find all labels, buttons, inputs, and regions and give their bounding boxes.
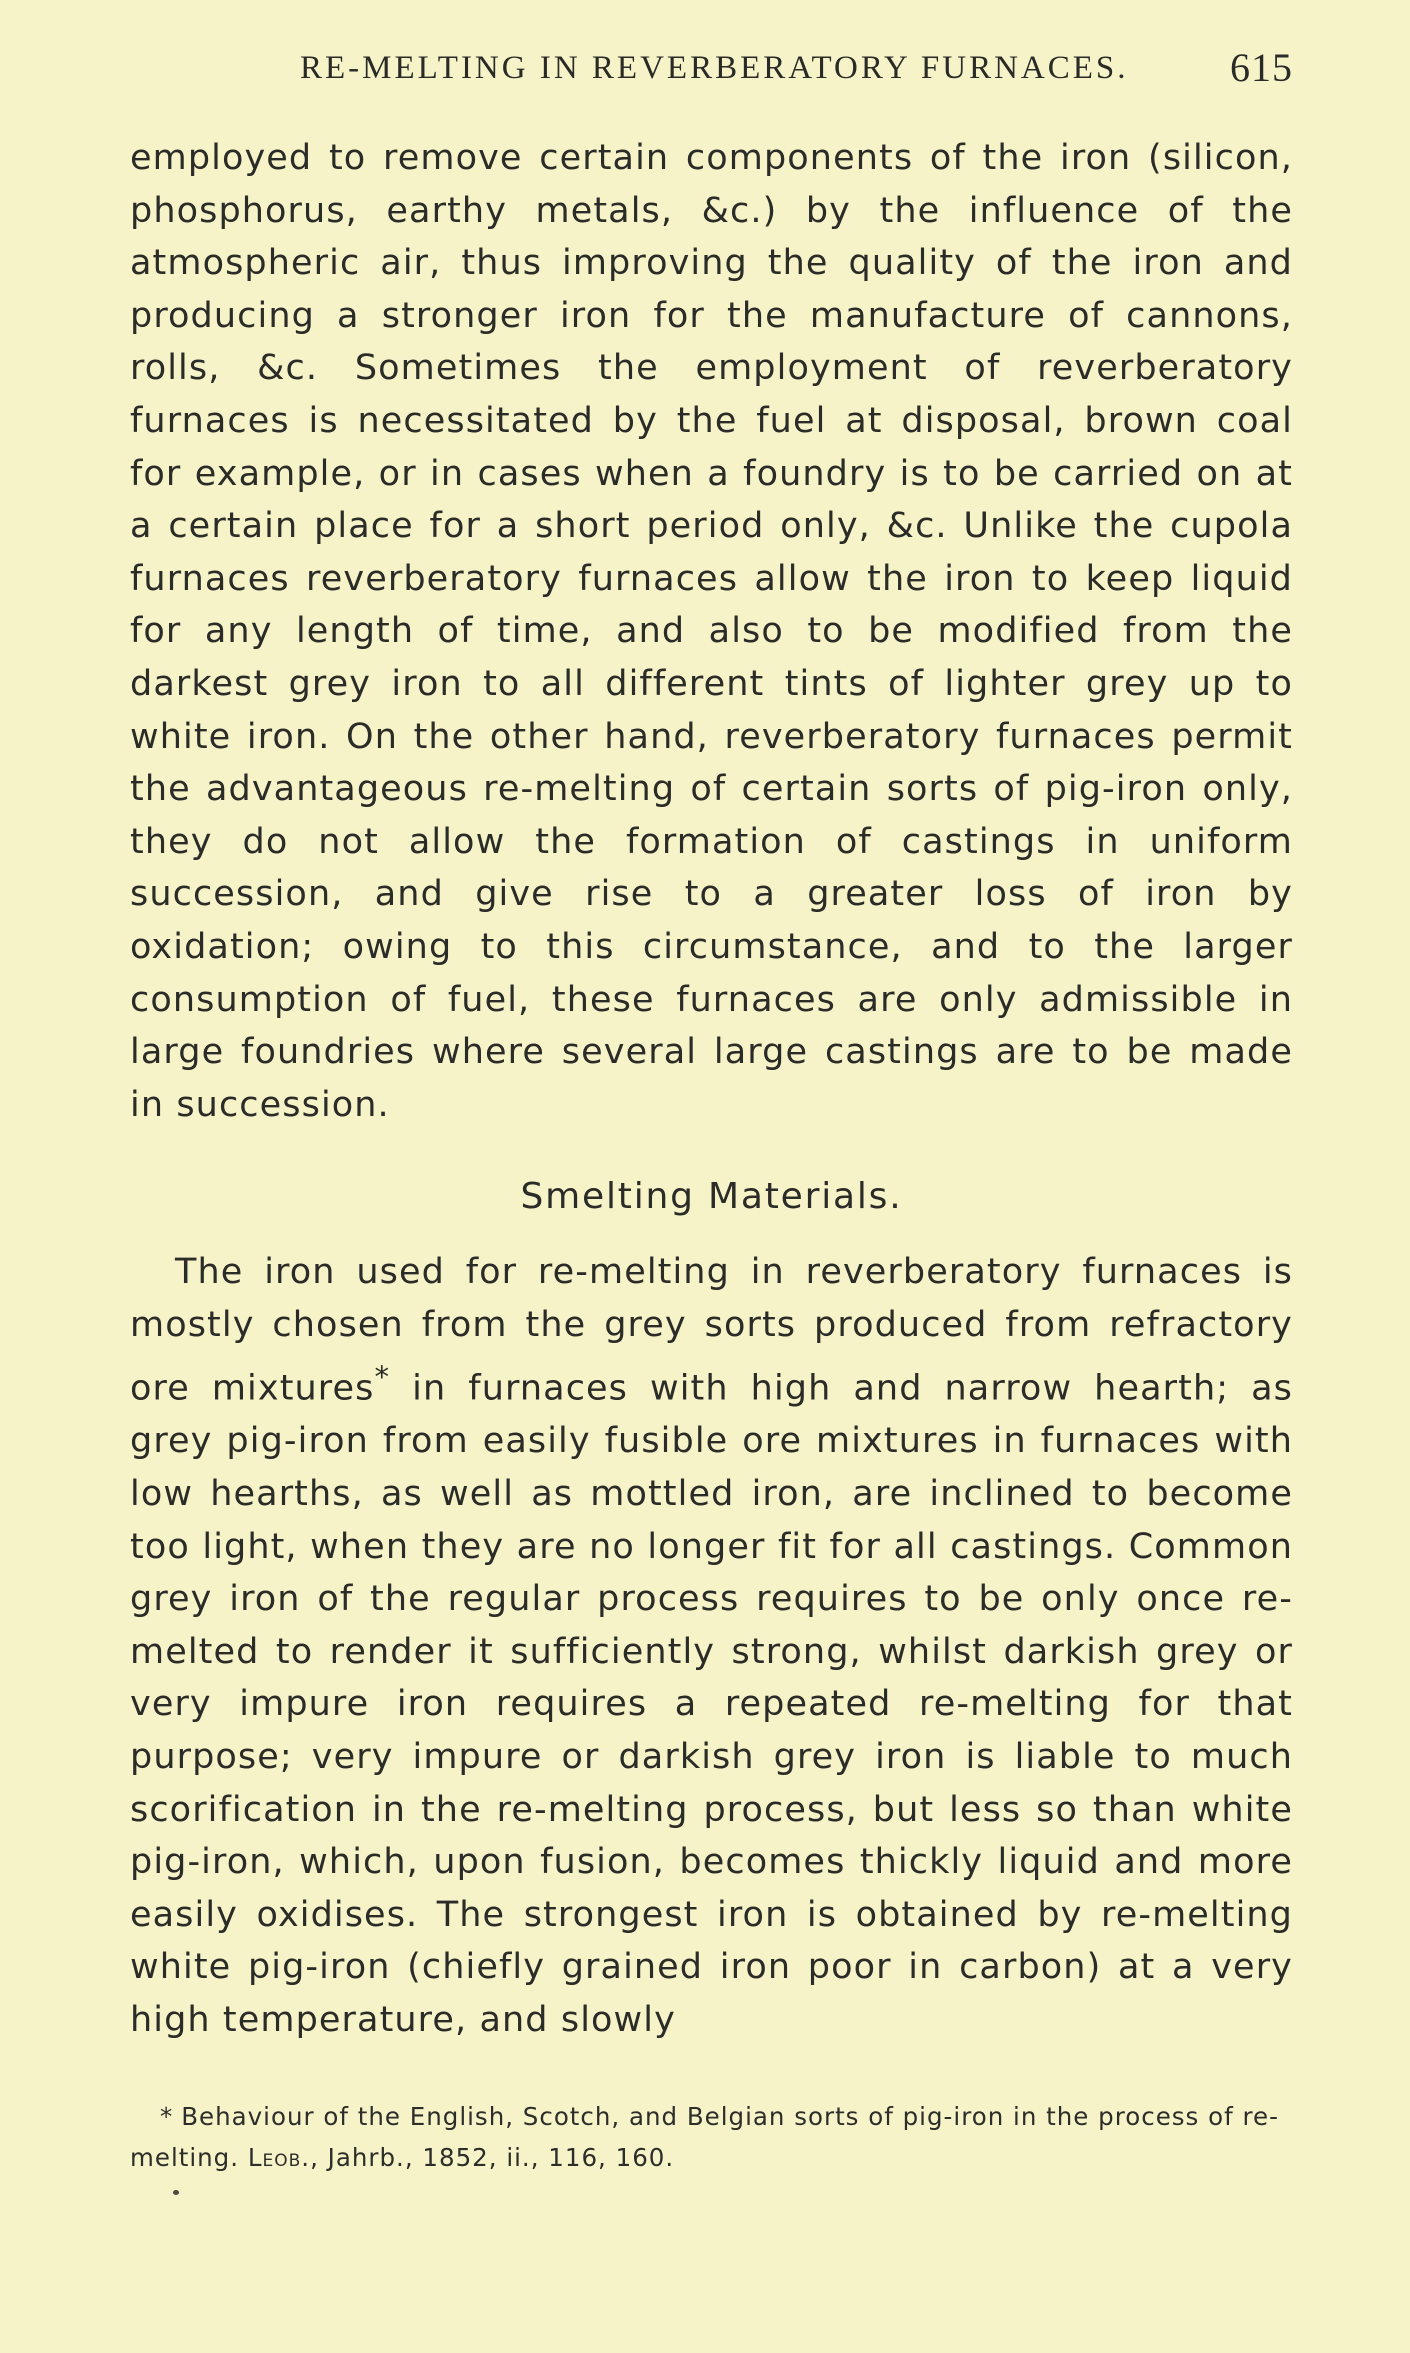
- page-header: [130, 45, 1293, 100]
- footnote-reference: *: [374, 1360, 391, 1395]
- body-paragraph-smelting: [130, 1246, 1293, 2047]
- ink-speck: [173, 2190, 179, 2195]
- running-title: RE-MELTING IN REVERBERATORY FURNACES.: [300, 50, 1129, 86]
- page-number: 615: [1230, 45, 1293, 90]
- footnote-author: Leob.: [247, 2143, 311, 2172]
- paragraph-text-continued: in furnaces with high and narrow hearth; as grey pig-iron from easily fusible ore mixtures in furnaces with low hearths, as well as mottled iron, are inclined to become too light, when they are no longer fit for all castings. Common grey iron of the regular process requires to be only once re-melted to render it sufficiently strong, whilst darkish grey or very impure iron requires a repeated re-melting for that purpose; very impure or darkish grey iron is liable to much scorification in the re-melting process, but less so than white pig-iron, which, upon fusion, becomes thickly liquid and more easily oxidises. The strongest iron is obtained by re-melting white pig-iron (chiefly grained iron poor in carbon) at a very high temperature, and slowly: [130, 1368, 1294, 2040]
- section-heading: Smelting Materials.: [520, 1176, 903, 1217]
- footnote-text: Behaviour of the English, Scotch, and Belgian sorts of pig-iron in the process of re-melting.: [130, 2102, 1279, 2172]
- footnote: [130, 2096, 1293, 2178]
- paragraph-text: The iron used for re-melting in reverberatory furnaces is mostly chosen from the grey sorts produced from refractory ore mixtures: [130, 1252, 1293, 1409]
- body-paragraph: employed to remove certain components of the iron (silicon, phosphorus, earthy metals, &c.) by the influence of the atmospheric air, thus improving the quality of the iron and producing a stronger iron for the manufacture of cannons, rolls, &c. Sometimes the employment of reverberatory furnaces is necessitated by the fuel at disposal, brown coal for example, or in cases when a foundry is to be carried on at a certain place for a short period only, &c. Unlike the cupola furnaces reverberatory furnaces allow the iron to keep liquid for any length of time, and also to be modified from the darkest grey iron to all different tints of lighter grey up to white iron. On the other hand, reverberatory furnaces permit the advantageous re-melting of certain sorts of pig-iron only, they do not allow the formation of castings in uniform succession, and give rise to a greater loss of iron by oxidation; owing to this circumstance, and to the larger consumption of fuel, these furnaces are only admissible in large foundries where several large castings are to be made in succession.: [130, 138, 1293, 1125]
- footnote-citation: , Jahrb., 1852, ii., 116, 160.: [310, 2143, 675, 2172]
- footnote-marker: *: [160, 2102, 174, 2131]
